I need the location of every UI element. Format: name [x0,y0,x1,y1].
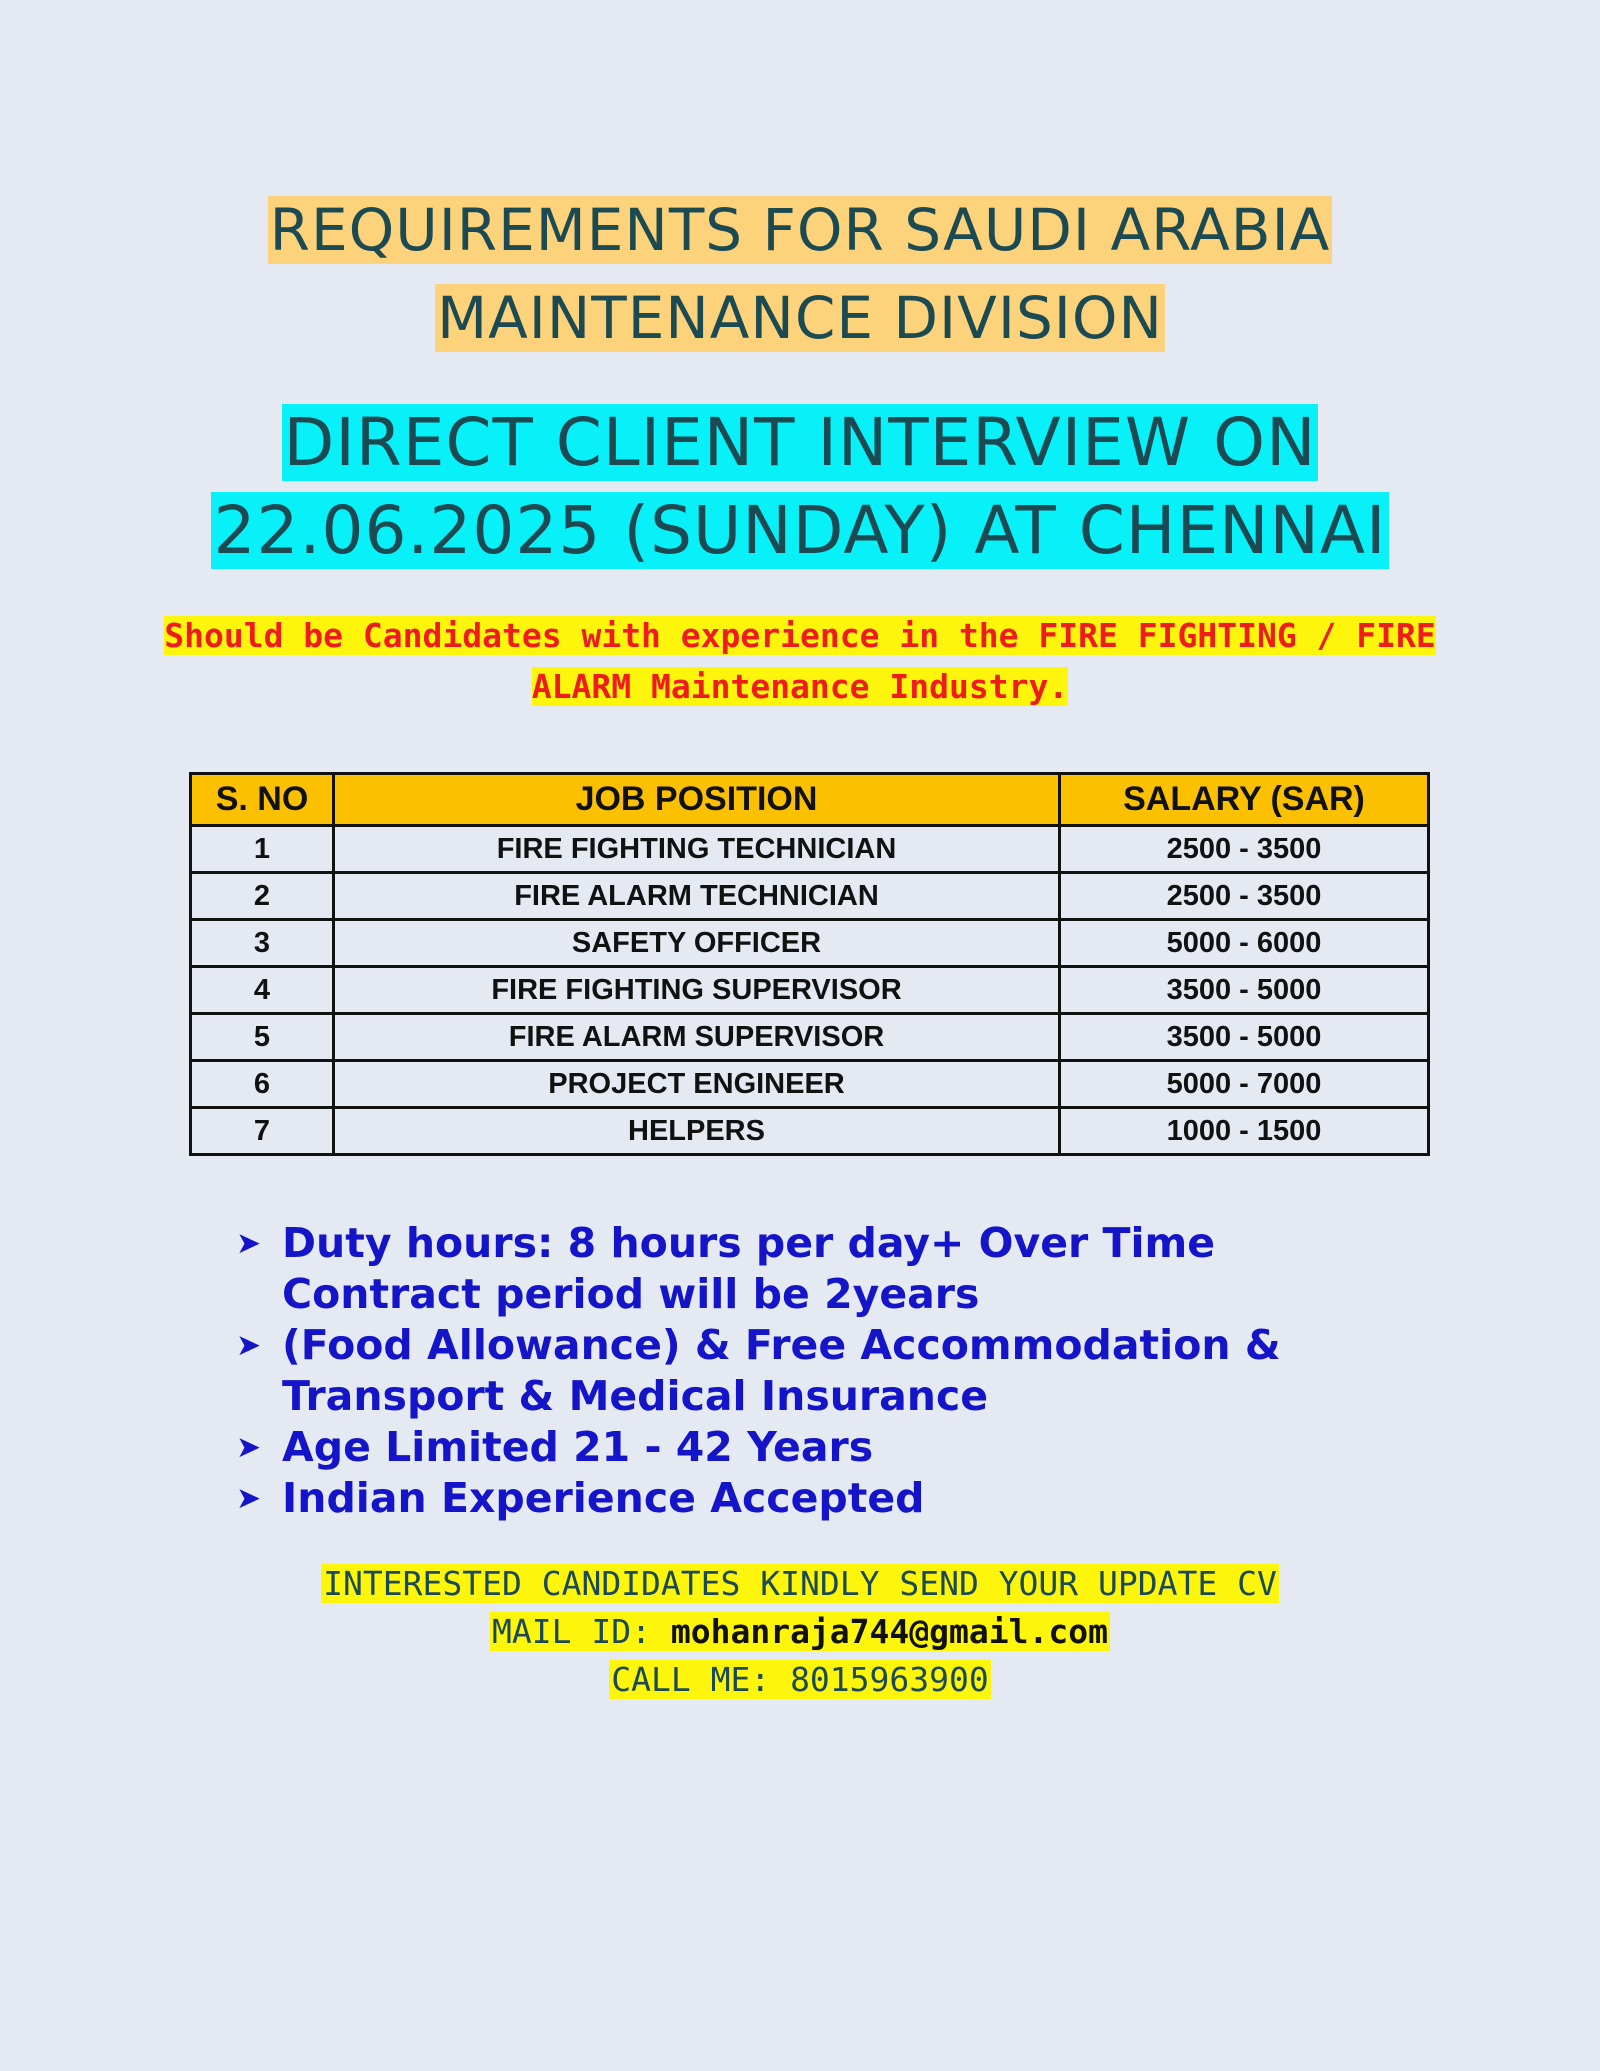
table-row [191,873,1429,920]
cell-salary: 3500 - 5000 [1060,1014,1429,1061]
job-table [189,772,1430,1156]
cell-sno: 5 [191,1014,334,1061]
arrow-right-icon: ➤ [236,1481,262,1516]
arrow-right-icon: ➤ [236,1430,262,1465]
cell-position: SAFETY OFFICER [334,920,1060,967]
list-item [236,1473,1436,1524]
cell-salary: 3500 - 5000 [1060,967,1429,1014]
cell-salary: 5000 - 7000 [1060,1061,1429,1108]
cell-position: HELPERS [334,1108,1060,1155]
cell-salary: 2500 - 3500 [1060,826,1429,873]
cell-sno: 4 [191,967,334,1014]
experience-note [0,610,1600,712]
header-salary: SALARY (SAR) [1060,774,1429,826]
arrow-right-icon: ➤ [236,1226,262,1261]
cell-position: FIRE FIGHTING SUPERVISOR [334,967,1060,1014]
bullet-text: Duty hours: 8 hours per day+ Over Time [282,1219,1216,1267]
benefits-list [236,1218,1436,1524]
cell-position: PROJECT ENGINEER [334,1061,1060,1108]
bullet-text: Contract period will be 2years [282,1270,980,1318]
table-row [191,1108,1429,1155]
table-row [191,920,1429,967]
title-heading [0,186,1600,362]
cell-position: FIRE FIGHTING TECHNICIAN [334,826,1060,873]
phone-number[interactable]: 8015963900 [790,1660,989,1699]
bullet-text: Indian Experience Accepted [282,1474,925,1522]
table-row [191,967,1429,1014]
bullet-text: Age Limited 21 - 42 Years [282,1423,874,1471]
contact-section [0,1560,1600,1704]
title-line-1: REQUIREMENTS FOR SAUDI ARABIA [269,196,1331,264]
cell-sno: 1 [191,826,334,873]
call-line [609,1660,991,1699]
note-line-2: ALARM Maintenance Industry. [531,667,1069,706]
call-label: CALL ME: [611,1660,791,1699]
cell-salary: 5000 - 6000 [1060,920,1429,967]
table-row [191,1014,1429,1061]
cell-sno: 7 [191,1108,334,1155]
header-sno: S. NO [191,774,334,826]
list-item [236,1218,1436,1320]
cell-salary: 1000 - 1500 [1060,1108,1429,1155]
interview-line-2: 22.06.2025 (SUNDAY) AT CHENNAI [213,492,1387,569]
cell-position: FIRE ALARM SUPERVISOR [334,1014,1060,1061]
interview-line-1: DIRECT CLIENT INTERVIEW ON [283,404,1317,481]
note-line-1: Should be Candidates with experience in the FIRE FIGHTING / FIRE [164,616,1436,655]
cell-sno: 6 [191,1061,334,1108]
bullet-text: Transport & Medical Insurance [282,1372,989,1420]
send-cv-text: INTERESTED CANDIDATES KINDLY SEND YOUR UPDATE CV [323,1564,1277,1603]
mail-line [490,1612,1110,1651]
cell-position: FIRE ALARM TECHNICIAN [334,873,1060,920]
bullet-text: (Food Allowance) & Free Accommodation & [282,1321,1281,1369]
cell-sno: 3 [191,920,334,967]
list-item [236,1422,1436,1473]
table-header-row [191,774,1429,826]
table-row [191,1061,1429,1108]
list-item [236,1320,1436,1422]
mail-label: MAIL ID: [492,1612,671,1651]
email-link[interactable]: mohanraja744@gmail.com [670,1612,1108,1651]
cell-sno: 2 [191,873,334,920]
title-line-2: MAINTENANCE DIVISION [437,284,1163,352]
arrow-right-icon: ➤ [236,1328,262,1363]
table-row [191,826,1429,873]
interview-heading [0,399,1600,575]
cell-salary: 2500 - 3500 [1060,873,1429,920]
header-job-position: JOB POSITION [334,774,1060,826]
